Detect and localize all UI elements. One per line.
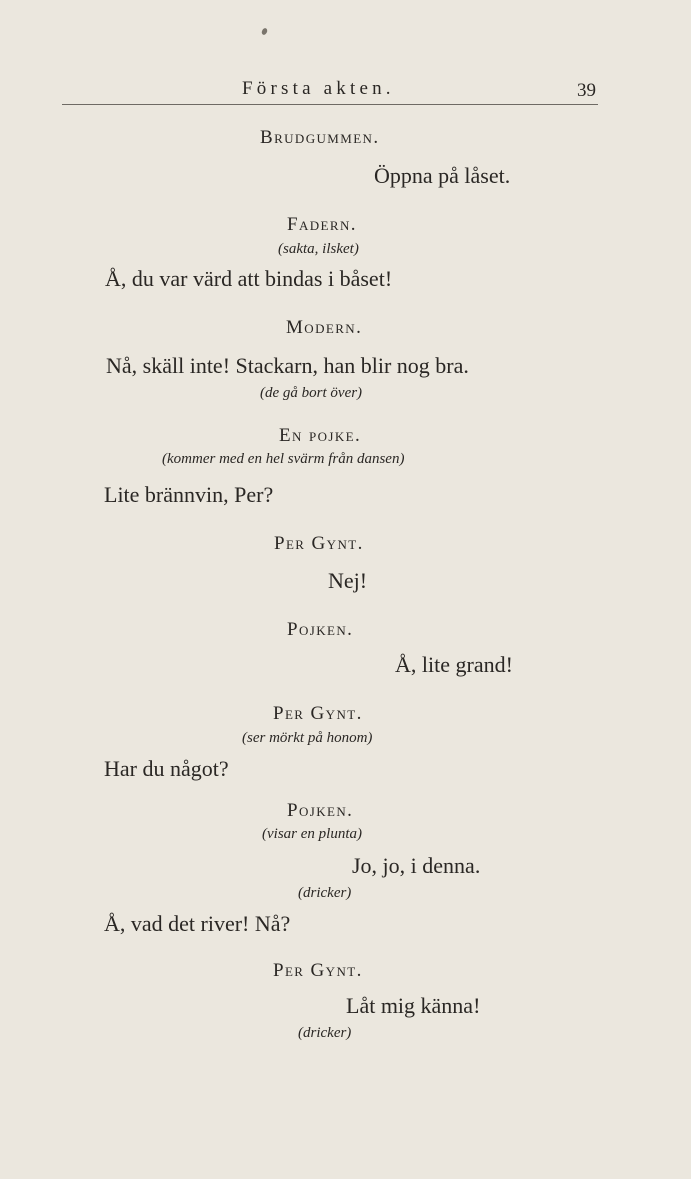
- speaker-name: Pojken.: [287, 800, 354, 821]
- speaker-name: Per Gynt.: [274, 533, 364, 554]
- speaker-name: Modern.: [286, 317, 363, 338]
- speaker-name: Per Gynt.: [273, 703, 363, 724]
- dialogue-line: Har du något?: [104, 756, 229, 781]
- speaker-name: Pojken.: [287, 619, 354, 640]
- stage-direction: (sakta, ilsket): [278, 241, 359, 257]
- dialogue-line: Å, vad det river! Nå?: [104, 911, 291, 936]
- speaker-name: En pojke.: [279, 425, 362, 446]
- speaker-name: Per Gynt.: [273, 960, 363, 981]
- stage-direction: (kommer med en hel svärm från dansen): [162, 451, 405, 467]
- stage-direction: (dricker): [298, 1025, 352, 1041]
- speaker-name: Brudgummen.: [260, 127, 380, 148]
- ink-mark: [261, 27, 268, 35]
- stage-direction: (visar en plunta): [262, 826, 362, 842]
- header-rule: [62, 104, 598, 105]
- speaker-name: Fadern.: [287, 214, 357, 235]
- dialogue-line: Låt mig känna!: [346, 993, 481, 1018]
- dialogue-line: Jo, jo, i denna.: [352, 853, 481, 878]
- dialogue-line: Nej!: [328, 568, 368, 593]
- stage-direction: (ser mörkt på honom): [242, 730, 373, 746]
- dialogue-line: Nå, skäll inte! Stackarn, han blir nog bra.: [106, 353, 469, 378]
- dialogue-line: Å, lite grand!: [395, 652, 513, 677]
- page-number: 39: [577, 80, 596, 101]
- dialogue-line: Å, du var värd att bindas i båset!: [105, 266, 393, 291]
- stage-direction: (de gå bort över): [260, 385, 363, 401]
- dialogue-line: Öppna på låset.: [374, 163, 511, 188]
- running-header: Första akten.: [242, 78, 395, 99]
- dialogue-line: Lite brännvin, Per?: [104, 482, 274, 507]
- stage-direction: (dricker): [298, 885, 352, 901]
